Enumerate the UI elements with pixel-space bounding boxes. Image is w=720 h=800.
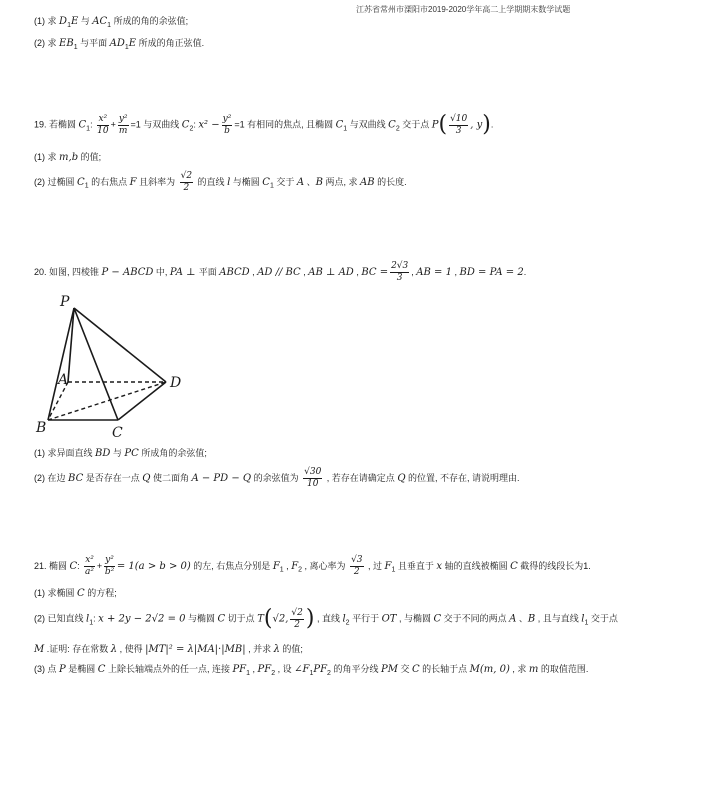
fraction: $\frac{\text{y²}}{\text{b²}}$ xyxy=(104,555,115,577)
pyramid-figure xyxy=(32,292,192,442)
fraction: $\frac{\text{x²}}{\text{a²}}$ xyxy=(85,555,95,577)
fraction: $\frac{\text{y²}}{b}$ xyxy=(222,113,232,136)
q20-sub2: (2) 在边 BC 是否存在一点 Q 使二面角 A − PD − Q 的余弦值为 $\frac{√30}{10}$ , 若存在请确定点 Q 的位置, 不存在, 请说明理由. xyxy=(34,467,520,489)
q21-sub1: (1) 求椭圆 C 的方程; xyxy=(34,588,117,599)
q19-sub1: (1) 求 m,b 的值; xyxy=(34,152,102,163)
q21-sub2: (2) 已知直线 $l_1$: x + 2y − 2√2 = 0 与椭圆 C 切于点 T(√2, $\frac{√2}{2}$ ) , 直线 $l_2$ 平行于 OT , 与椭圆 C 交于不同的两点 A 、B , 且与直线 $l_1$ 交于点 xyxy=(34,606,618,631)
q21-sub3: (3) 点 P 是椭圆 C 上除长轴端点外的任一点, 连接 $PF_1$ , $PF_2$ , 设 $\angle F_1PF_2$ 的角平分线 PM 交 C 的长轴于点 M(m, 0) , 求 m 的取值范围. xyxy=(34,664,589,677)
vertex-label-C: C xyxy=(112,425,123,441)
fraction: $\frac{√10}{3}$ xyxy=(450,113,468,136)
fraction: $\frac{\text{x²}}{10}$ xyxy=(97,113,109,136)
document-header: 江苏省常州市溧阳市2019-2020学年高二上学期期末数学试题 xyxy=(356,5,571,14)
q18-part1: (1) 求 $D_1E$ 与 $AC_1$ 所成的角的余弦值; xyxy=(34,16,189,29)
q19-sub2: (2) 过椭圆 $C_1$ 的右焦点 F 且斜率为 $\frac{√2}{2}$ 的直线 l 与椭圆 $C_1$ 交于 A 、B 两点, 求 AB 的长度. xyxy=(34,171,407,193)
edge-CD xyxy=(118,382,166,420)
vertex-label-B: B xyxy=(36,420,47,436)
q21-stem: 21. 椭圆 C: $\frac{\text{x²}}{\text{a²}}$ + $\frac{\text{y²}}{\text{b²}}$ = 1(a > b > 0) 的左, 右焦点分别是 $F_1$ , $F_2$ , 离心率为 $\frac{√3}{2}$ , 过 $F_1$ 且垂直于 x 轴的直线被椭圆 C 截得的线段长为1. xyxy=(34,555,591,577)
vertex-label-A: A xyxy=(58,372,69,388)
fraction: $\frac{√2}{2}$ xyxy=(291,607,303,630)
vertex-label-D: D xyxy=(170,375,182,391)
vertex-label-P: P xyxy=(60,294,70,310)
fraction: $\frac{\text{y²}}{m}$ xyxy=(118,113,128,136)
q21-sub2-cont: M .证明: 存在常数 λ , 使得 |MT|² = λ|MA|·|MB| , 并求 λ 的值; xyxy=(34,644,303,655)
q20-sub1: (1) 求异面直线 BD 与 PC 所成角的余弦值; xyxy=(34,448,207,459)
fraction: $\frac{√2}{2}$ xyxy=(180,171,193,193)
q20-stem: 20. 如图, 四棱锥 P − ABCD 中, PA ⊥ 平面 ABCD , AD // BC , AB ⊥ AD , BC = $\frac{2√3}{3}$ , AB = 1 , BD = PA = 2. xyxy=(34,261,527,283)
fraction: $\frac{2√3}{3}$ xyxy=(391,261,409,283)
q18-part2: (2) 求 $EB_1$ 与平面 $AD_1E$ 所成的角正弦值. xyxy=(34,38,205,51)
q19-stem: 19. 若椭圆 $C_1$: $\frac{\text{x²}}{10}$ + $\frac{\text{y²}}{m}$ =1 与双曲线 $C_2$: x² − $\frac{\text{y²}}{b}$ =1 有相同的焦点, 且椭圆 $C_1$ 与双曲线 $C_2$ 交于点 P( $\frac{√10}{3}$ , y). xyxy=(34,112,494,137)
fraction: $\frac{√3}{2}$ xyxy=(351,555,363,577)
fraction: $\frac{√30}{10}$ xyxy=(304,467,322,489)
